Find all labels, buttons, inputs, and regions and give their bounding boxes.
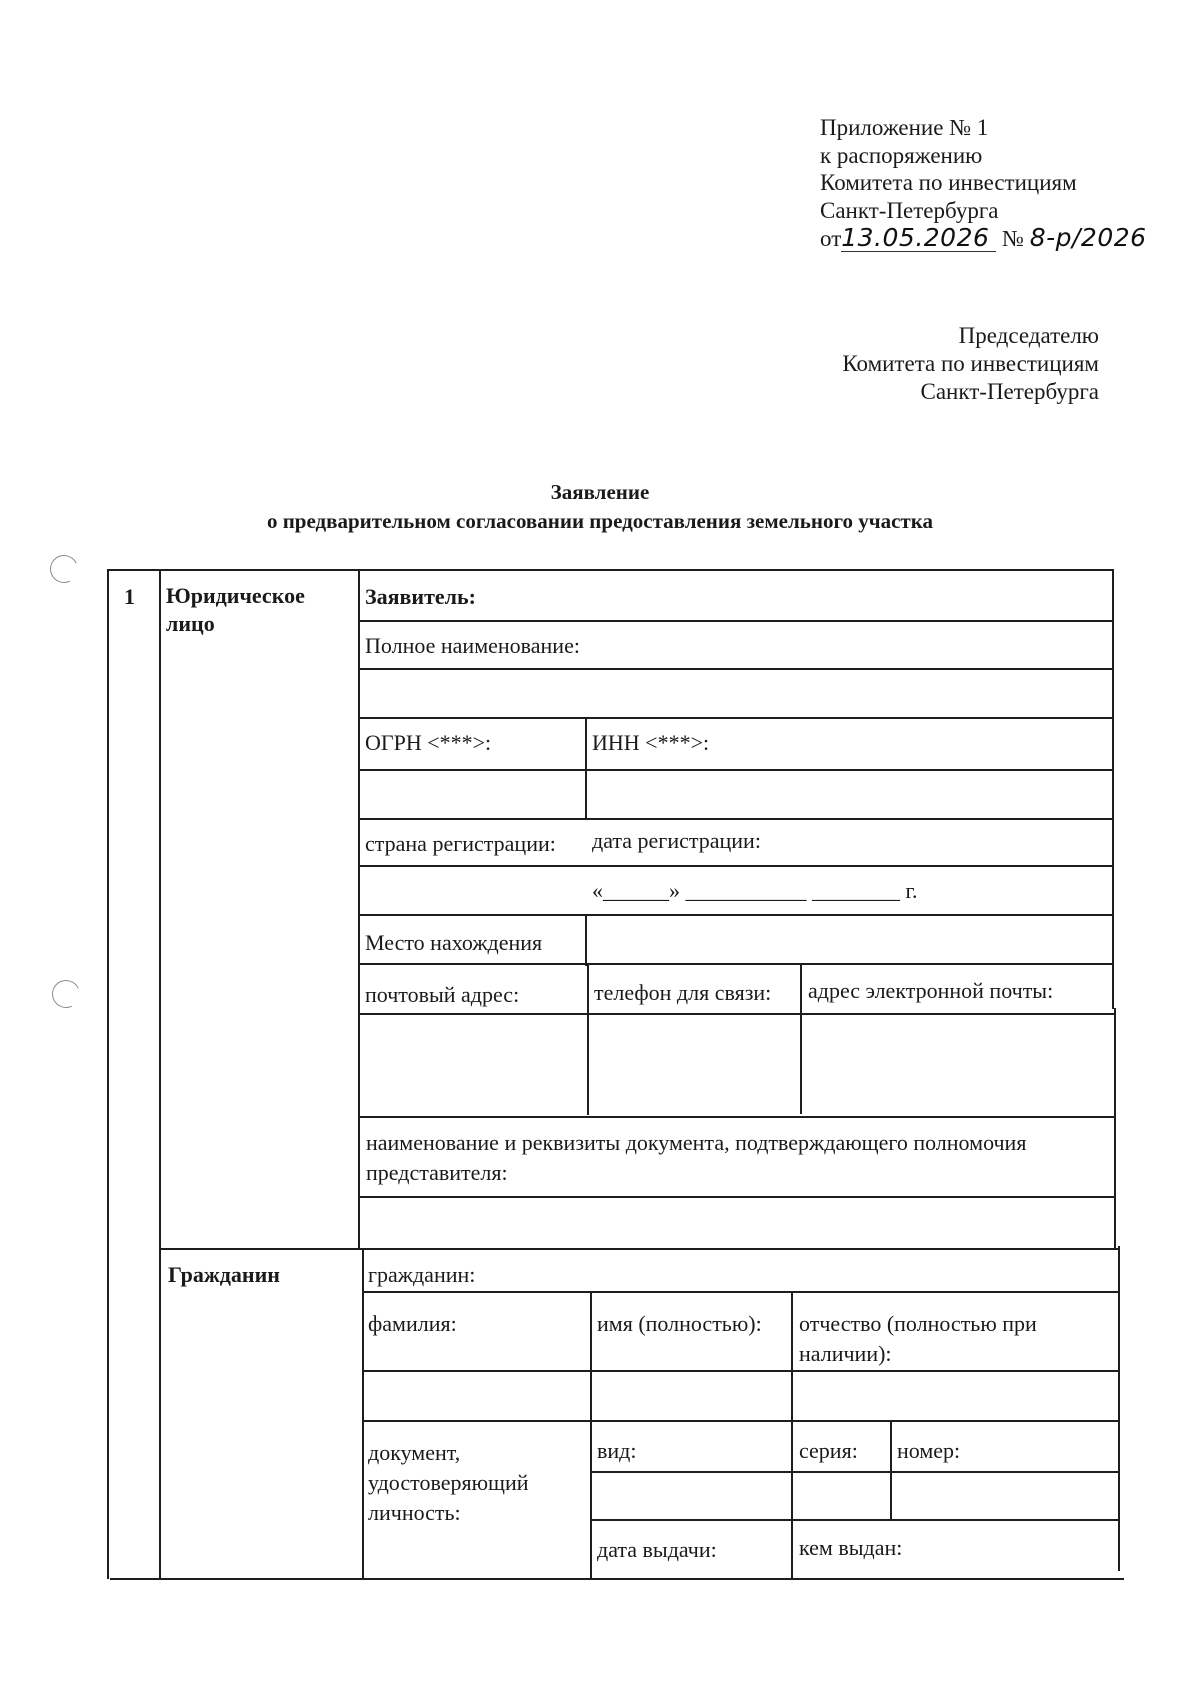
reg-date-blank: «______» ___________ ________ г. [592,878,918,903]
approval-line: к распоряжению [820,142,983,168]
table-row-line [358,1013,1115,1015]
table-row-line [358,818,1113,820]
email-label: адрес электронной почты: [808,978,1054,1003]
doc-type-label: вид: [597,1438,637,1463]
table-column-line [585,914,587,966]
title-subline: о предварительном согласовании предоставления земельного участка [266,509,934,533]
phone-label: телефон для связи: [594,980,772,1005]
table-column-line [791,1291,793,1579]
approval-line: Приложение № 1 [820,115,989,140]
authority-document-label: наименование и реквизиты документа, подтверждающего полномочия представителя: [366,1130,1027,1185]
table-row-line [362,1370,1118,1372]
table-row-line [362,1291,1118,1293]
id-document-label: документ, удостоверяющий личность: [368,1440,529,1525]
table-row-line [358,668,1113,670]
ogrn-label: ОГРН <***>: [365,730,492,755]
table-row-line [362,1420,1118,1422]
first-name-label: имя (полностью): [597,1311,762,1336]
row-number: 1 [124,584,135,609]
doc-series-label: серия: [799,1438,858,1463]
doc-number-label: номер: [897,1438,961,1463]
location-label: Место нахождения [365,930,543,955]
addressee-line: Комитета по инвестициям [842,351,1099,376]
section-divider [160,1248,1118,1250]
table-column-line [362,1248,364,1578]
table-column-line [890,1420,892,1520]
table-row-line [358,717,1113,719]
date-prefix: от [820,226,842,251]
table-row-line [358,963,1113,965]
table-row-line [590,1519,1118,1521]
addressee-line: Председателю [958,323,1099,348]
inn-label: ИНН <***>: [592,730,710,755]
applicant-label: Заявитель: [365,584,476,609]
full-name-label: Полное наименование: [365,633,580,658]
table-border [1112,569,1114,1009]
table-row-line [358,1196,1116,1198]
table-column-line [585,717,587,818]
legal-entity-label: Юридическое лицо [166,583,305,636]
number-prefix: № [1002,226,1024,251]
citizen-section-label: Гражданин [168,1262,280,1287]
citizen-label: гражданин: [368,1262,476,1287]
table-column-line [800,963,802,1114]
addressee-line: Санкт-Петербурга [920,379,1099,404]
issued-by-label: кем выдан: [799,1535,903,1560]
table-row-line [358,865,1113,867]
handwritten-number: 8-р/2026 [1029,223,1147,252]
patronymic-label: отчество (полностью при наличии): [799,1311,1037,1366]
table-column-line [590,1291,592,1579]
surname-label: фамилия: [368,1311,457,1336]
table-border [107,569,1113,571]
table-row-line [358,620,1113,622]
country-label: страна регистрации: [365,831,556,856]
handwritten-date: 13.05.2026 [841,223,990,252]
table-column-line [587,963,589,1115]
table-row-line [590,1471,1118,1473]
reg-date-label: дата регистрации: [592,828,761,853]
approval-line: Комитета по инвестициям [820,170,1077,195]
table-row-line [358,769,1113,771]
table-border [1114,1008,1116,1248]
table-column-line [159,569,161,1579]
issue-date-label: дата выдачи: [597,1537,717,1562]
table-row-line [358,914,1113,916]
table-border [110,1578,1124,1580]
approval-line: Санкт-Петербурга [820,197,999,223]
table-border [107,569,109,1579]
postal-address-label: почтовый адрес: [365,982,520,1007]
title-line: Заявление [550,480,650,504]
table-border [1118,1246,1120,1571]
table-column-line [358,569,360,1249]
table-row-line [358,1116,1116,1118]
